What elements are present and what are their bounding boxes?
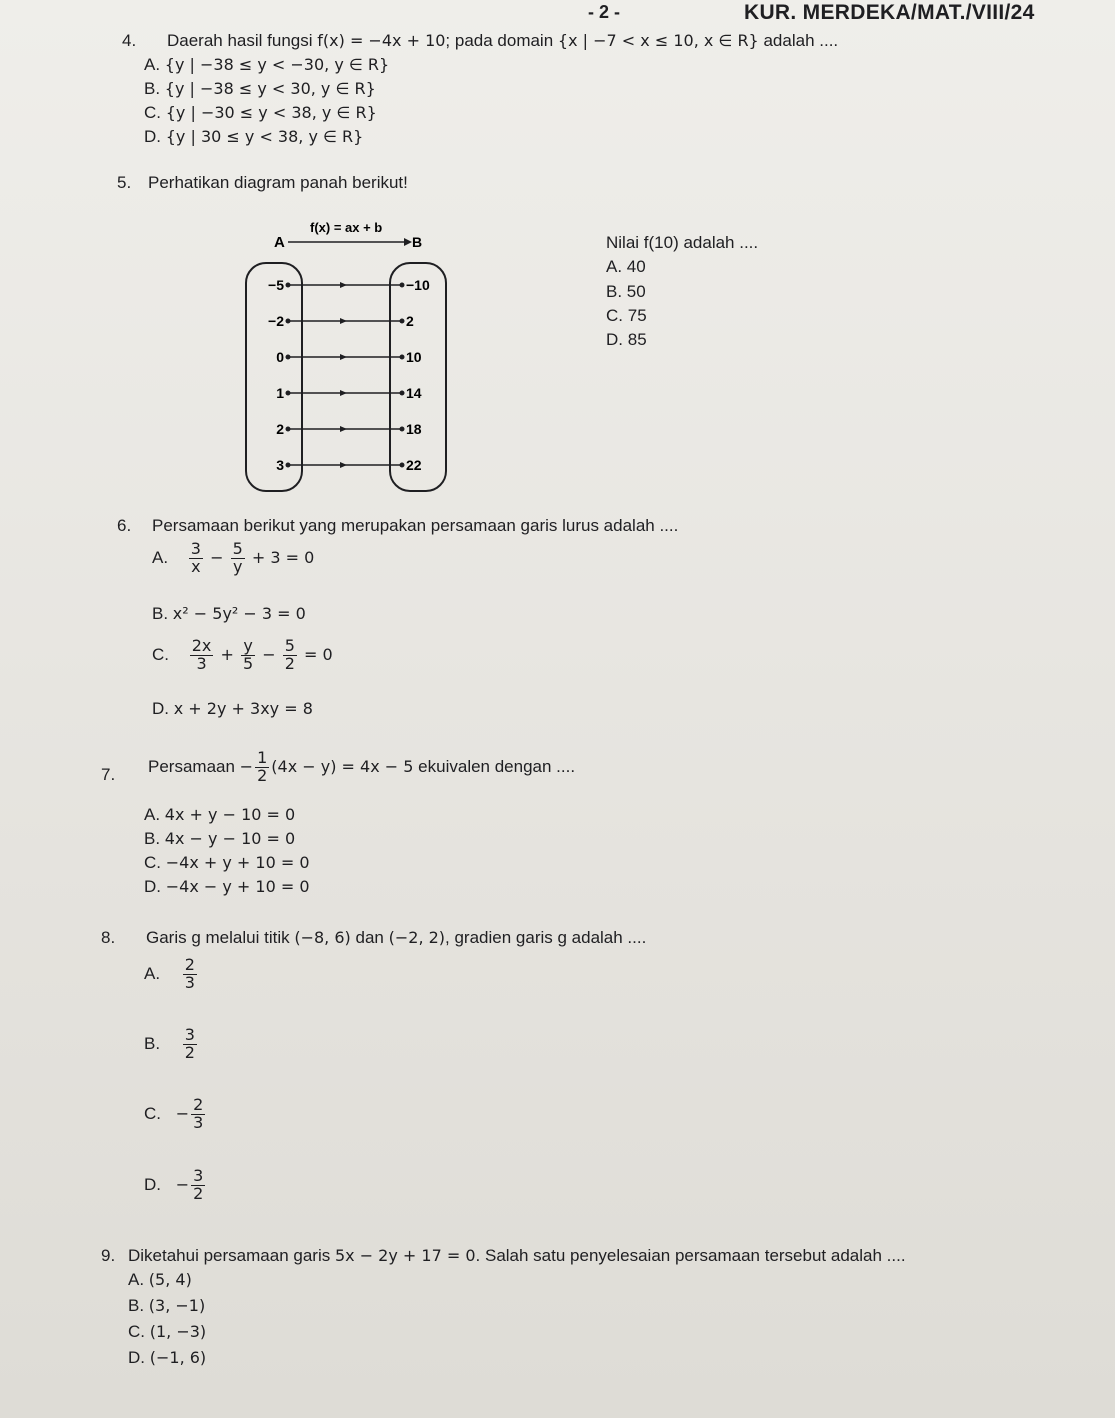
equation-text: 5x − 2y + 17 = 0	[334, 1246, 476, 1265]
arrow-head	[340, 462, 347, 468]
option-label: A.	[152, 548, 169, 568]
option-label: D.	[606, 330, 623, 349]
codomain-dot	[400, 319, 405, 324]
fraction: $\frac{5}{y}$	[232, 539, 243, 576]
option-label: B.	[144, 79, 161, 98]
option-a[interactable]	[144, 805, 295, 825]
option-b[interactable]	[128, 1296, 205, 1316]
fraction: $\frac{1}{2}$	[257, 748, 268, 785]
option-label: C.	[144, 1104, 161, 1124]
option-label: D.	[144, 127, 161, 146]
option-text: 40	[626, 257, 646, 276]
option-label: D.	[152, 699, 169, 718]
point-1: (−8, 6)	[294, 928, 351, 947]
option-label: C.	[144, 853, 161, 872]
stem-text: ekuivalen dengan ....	[418, 757, 576, 777]
option-label: C.	[128, 1322, 145, 1341]
domain-value: 3	[276, 457, 284, 473]
option-a[interactable]	[606, 257, 646, 277]
option-c[interactable]	[144, 103, 377, 123]
set-a-label: A	[274, 234, 285, 251]
option-text: {y | 30 ≤ y < 38, y ∈ R}	[165, 127, 364, 146]
domain-oval	[246, 263, 302, 491]
fraction: $\frac{y}{5}$	[242, 636, 254, 673]
fraction: $\frac{2}{3}$	[184, 955, 195, 992]
option-label: B.	[144, 829, 161, 848]
codomain-dot	[400, 283, 405, 288]
fraction: $\frac{3}{2}$	[184, 1025, 195, 1062]
codomain-value: 22	[406, 457, 422, 473]
codomain-dot	[400, 355, 405, 360]
stem-text: Diketahui persamaan garis	[128, 1246, 331, 1265]
option-c[interactable]	[606, 306, 647, 326]
question-stem: Perhatikan diagram panah berikut!	[148, 173, 408, 192]
option-c[interactable]: C. − $\frac{2}{3}$	[144, 1095, 204, 1132]
option-label: B.	[606, 282, 623, 301]
arrow-head	[340, 390, 347, 396]
stem-text: dan	[355, 928, 384, 947]
question-number: 5.	[117, 173, 132, 192]
question-prompt: Nilai f(10) adalah ....	[606, 233, 759, 252]
option-label: B.	[128, 1296, 145, 1315]
question-number: 9.	[101, 1246, 116, 1265]
exam-code: KUR. MERDEKA/MAT./VIII/24	[744, 1, 1035, 24]
question-stem	[128, 1246, 906, 1266]
option-text: {y | −38 ≤ y < −30, y ∈ R}	[164, 55, 390, 74]
question-stem: Persamaan − $\frac{1}{2}$ (4x − y) = 4x − 5 ekuivalen dengan ....	[148, 748, 576, 785]
option-label: A.	[128, 1270, 145, 1289]
option-label: D.	[144, 1175, 161, 1195]
fraction: $\frac{2}{3}$	[193, 1095, 204, 1132]
option-b[interactable]	[606, 282, 646, 302]
arrow-head	[340, 354, 347, 360]
option-text: −4x − y + 10 = 0	[165, 877, 310, 896]
option-text: x² − 5y² − 3 = 0	[172, 604, 306, 623]
domain-value: 0	[276, 349, 284, 365]
option-d[interactable]	[152, 699, 313, 719]
option-label: B.	[144, 1034, 161, 1054]
option-d[interactable]	[144, 127, 363, 147]
domain-dot	[286, 355, 291, 360]
option-text: (−1, 6)	[149, 1348, 207, 1367]
option-label: C.	[606, 306, 623, 325]
option-label: C.	[152, 645, 169, 665]
stem-text: Persamaan	[148, 757, 235, 777]
option-c[interactable]: C. $\frac{2x}{3}$ + $\frac{y}{5}$ − $\frac{5}{2}$ = 0	[152, 636, 333, 673]
option-text: 4x + y − 10 = 0	[164, 805, 296, 824]
question-number: 7.	[101, 765, 116, 784]
option-label: C.	[144, 103, 161, 122]
codomain-value: 14	[406, 385, 422, 401]
domain-value: −5	[268, 277, 284, 293]
question-number: 6.	[117, 516, 132, 535]
mapping-rows	[268, 277, 430, 473]
option-text: (5, 4)	[148, 1270, 192, 1289]
option-label: A.	[606, 257, 623, 276]
equation-text: (4x − y) = 4x − 5	[271, 756, 414, 776]
option-label: A.	[144, 964, 161, 984]
arrow-head	[340, 282, 347, 288]
option-text: 4x − y − 10 = 0	[164, 829, 296, 848]
domain-value: −2	[268, 313, 284, 329]
question-stem	[146, 928, 646, 948]
option-d[interactable]	[144, 877, 310, 897]
option-text: {y | −30 ≤ y < 38, y ∈ R}	[165, 103, 377, 122]
stem-text: . Salah satu penyelesaian persamaan tersebut adalah ....	[475, 1246, 906, 1265]
option-d[interactable]	[606, 330, 647, 350]
codomain-value: −10	[406, 277, 430, 293]
arrow-head	[404, 238, 412, 246]
arrow-diagram	[240, 215, 470, 500]
domain-value: 1	[276, 385, 284, 401]
option-a[interactable]	[144, 957, 199, 992]
option-c[interactable]	[144, 853, 310, 873]
stem-text: ; pada domain	[445, 31, 554, 50]
option-label: D.	[144, 877, 161, 896]
option-text: −4x + y + 10 = 0	[165, 853, 310, 872]
option-label: B.	[152, 604, 169, 623]
option-text: 75	[627, 306, 647, 325]
option-text: (1, −3)	[149, 1322, 207, 1341]
option-label: D.	[128, 1348, 145, 1367]
set-b-label: B	[412, 234, 423, 250]
domain-dot	[286, 427, 291, 432]
option-label: A.	[144, 805, 161, 824]
option-c[interactable]	[128, 1322, 206, 1342]
option-text: 85	[627, 330, 647, 349]
option-a[interactable]	[128, 1270, 192, 1290]
option-text: x + 2y + 3xy = 8	[173, 699, 313, 718]
question-stem	[167, 31, 838, 51]
function-label: f(x) = ax + b	[310, 220, 383, 235]
fraction: $\frac{3}{2}$	[193, 1166, 204, 1203]
point-2: (−2, 2)	[388, 928, 446, 947]
codomain-value: 2	[406, 313, 414, 329]
option-b[interactable]	[144, 829, 295, 849]
codomain-value: 10	[406, 349, 422, 365]
option-b[interactable]	[144, 79, 376, 99]
codomain-dot	[400, 427, 405, 432]
option-a[interactable]	[144, 55, 389, 75]
domain-dot	[286, 319, 291, 324]
arrow-head	[340, 318, 347, 324]
option-d[interactable]	[128, 1348, 206, 1368]
option-text: {y | −38 ≤ y < 30, y ∈ R}	[164, 79, 376, 98]
arrow-head	[340, 426, 347, 432]
domain-value: 2	[276, 421, 284, 437]
option-text: 50	[626, 282, 646, 301]
option-a[interactable]: A. $\frac{3}{x}$ − $\frac{5}{y}$ + 3 = 0	[152, 539, 315, 576]
option-b[interactable]	[152, 604, 306, 624]
domain-dot	[286, 463, 291, 468]
domain-expression: {x | −7 < x ≤ 10, x ∈ R}	[557, 31, 759, 50]
stem-text: adalah ....	[763, 31, 839, 50]
question-stem: Persamaan berikut yang merupakan persamaan garis lurus adalah ....	[152, 516, 679, 535]
question-number: 4.	[122, 31, 137, 50]
codomain-value: 18	[406, 421, 422, 437]
fraction: $\frac{2x}{3}$	[191, 636, 212, 673]
option-text: (3, −1)	[148, 1296, 206, 1315]
stem-text: Garis g melalui titik	[146, 928, 290, 947]
codomain-dot	[400, 391, 405, 396]
stem-text: Daerah hasil fungsi	[167, 31, 313, 50]
domain-dot	[286, 283, 291, 288]
page-number: - 2 -	[588, 2, 621, 22]
stem-text: , gradien garis g adalah ....	[445, 928, 647, 947]
fraction: $\frac{3}{x}$	[190, 539, 201, 576]
option-b[interactable]	[144, 1027, 199, 1062]
option-label: A.	[144, 55, 161, 74]
option-d[interactable]: D. − $\frac{3}{2}$	[144, 1166, 204, 1203]
question-number: 8.	[101, 928, 116, 947]
domain-dot	[286, 391, 291, 396]
codomain-dot	[400, 463, 405, 468]
function-expression: f(x) = −4x + 10	[317, 31, 446, 50]
fraction: $\frac{5}{2}$	[284, 636, 295, 673]
